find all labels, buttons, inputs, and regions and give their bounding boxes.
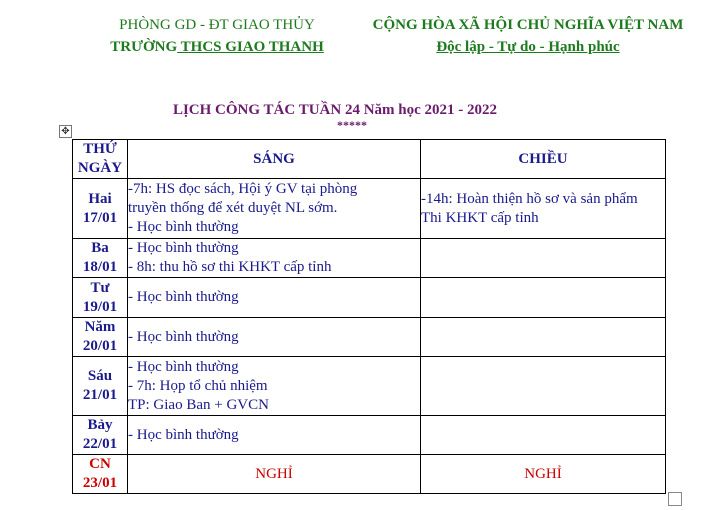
header-afternoon: CHIỀU — [421, 140, 666, 179]
table-resize-handle[interactable] — [668, 492, 682, 506]
day-name: Năm — [84, 319, 116, 335]
header-morning: SÁNG — [128, 140, 421, 179]
day-date: 23/01 — [82, 475, 118, 491]
day-date: 17/01 — [82, 209, 118, 226]
table-row — [73, 179, 666, 239]
header-day-date — [73, 140, 128, 179]
afternoon-cell — [421, 179, 666, 239]
day-date: 19/01 — [82, 298, 118, 315]
day-name: Hai — [88, 190, 112, 207]
table-row — [73, 278, 666, 318]
header-date: NGÀY — [77, 160, 123, 176]
school-name — [82, 36, 352, 58]
day-name: Tư — [90, 279, 110, 296]
afternoon-cell — [421, 416, 666, 455]
day-cell — [73, 179, 128, 239]
morning-cell — [128, 179, 421, 239]
table-move-handle-icon[interactable]: ✥ — [59, 125, 72, 138]
afternoon-line: -14h: Hoàn thiện hồ sơ và sản phẩm — [421, 190, 638, 207]
afternoon-cell: NGHỈ — [421, 455, 666, 494]
national-motto: Độc lập - Tự do - Hạnh phúc — [436, 39, 620, 55]
morning-line: - Học bình thường — [128, 289, 239, 305]
day-date: 18/01 — [82, 259, 118, 275]
day-cell — [73, 318, 128, 357]
morning-line: - Học bình thường — [128, 240, 239, 256]
day-name: Sáu — [87, 368, 113, 384]
national-header — [350, 14, 706, 58]
table-row — [73, 318, 666, 357]
afternoon-cell — [421, 357, 666, 416]
day-cell — [73, 455, 128, 494]
department-header — [82, 14, 352, 58]
morning-line: truyền thống để xét duyệt NL sớm. — [128, 200, 338, 216]
morning-line: TP: Giao Ban + GVCN — [128, 396, 269, 413]
school-name-prefix: TRƯỜNG — [110, 39, 178, 55]
afternoon-line: Thi KHKT cấp tỉnh — [421, 209, 539, 226]
morning-line: - 7h: Họp tổ chủ nhiệm — [128, 377, 268, 394]
day-cell — [73, 278, 128, 318]
day-cell — [73, 239, 128, 278]
department-name: PHÒNG GD - ĐT GIAO THỦY — [119, 17, 315, 33]
schedule-table — [72, 139, 666, 494]
morning-line: - Học bình thường — [128, 358, 239, 375]
afternoon-cell — [421, 278, 666, 318]
morning-line: - Học bình thường — [128, 426, 239, 443]
morning-line: - Học bình thường — [128, 328, 239, 345]
table-row — [73, 455, 666, 494]
day-cell — [73, 357, 128, 416]
morning-cell — [128, 416, 421, 455]
morning-line: -7h: HS đọc sách, Hội ý GV tại phòng — [128, 181, 358, 197]
day-date: 20/01 — [82, 338, 118, 354]
header-day: THỨ — [83, 141, 117, 157]
morning-line: - Học bình thường — [128, 219, 239, 235]
table-row — [73, 416, 666, 455]
day-name: Ba — [91, 240, 109, 256]
morning-cell — [128, 318, 421, 357]
afternoon-cell — [421, 318, 666, 357]
day-date: 22/01 — [82, 436, 118, 452]
day-name: CN — [89, 456, 111, 472]
day-date: 21/01 — [82, 387, 118, 403]
school-name-rest: THCS GIAO THANH — [177, 39, 324, 55]
morning-cell — [128, 239, 421, 278]
day-cell — [73, 416, 128, 455]
table-header-row — [73, 140, 666, 179]
table-row — [73, 239, 666, 278]
day-name: Bảy — [87, 417, 113, 433]
afternoon-cell — [421, 239, 666, 278]
title-stars: ***** — [337, 118, 367, 132]
morning-cell — [128, 357, 421, 416]
morning-line: - 8h: thu hồ sơ thi KHKT cấp tỉnh — [128, 259, 332, 275]
table-row — [73, 357, 666, 416]
morning-cell — [128, 278, 421, 318]
page-title: LỊCH CÔNG TÁC TUẦN 24 Năm học 2021 - 2022 — [172, 102, 498, 118]
morning-cell: NGHỈ — [128, 455, 421, 494]
national-name: CỘNG HÒA XÃ HỘI CHỦ NGHĨA VIỆT NAM — [372, 17, 684, 33]
